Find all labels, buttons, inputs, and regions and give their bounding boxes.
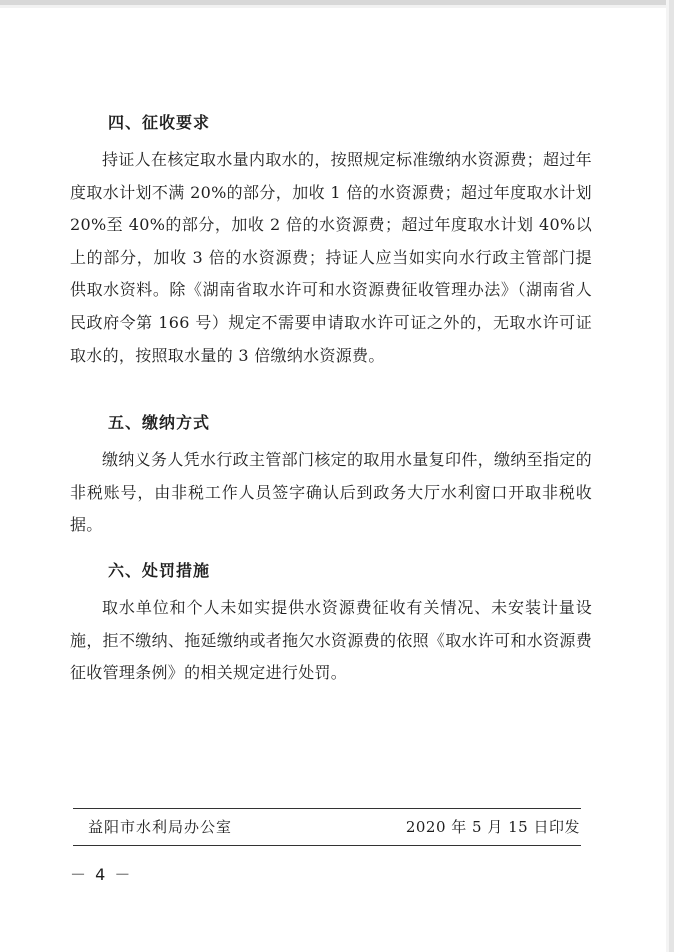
page-number: － 4 － — [70, 865, 133, 884]
footer-top-rule — [73, 808, 581, 809]
section-text-payment-method: 缴纳义务人凭水行政主管部门核定的取用水量复印件，缴纳至指定的非税账号，由非税工作人员签字确认后到政务大厅水利窗口开取非税收据。 — [70, 450, 592, 535]
issuing-office: 益阳市水利局办公室 — [88, 818, 233, 836]
issue-date: 2020 年 5 月 15 日印发 — [405, 818, 580, 836]
section-text-collection-requirements: 持证人在核定取水量内取水的，按照规定标准缴纳水资源费；超过年度取水计划不满 20%的部分，加收 1 倍的水资源费；超过年度取水计划 20%至 40%的部分，加收 2 倍的水资源费；超过年度取水计划 40%以上的部分，加收 3 倍的水资源费；持证人应当如实向水行政主管部门提供取水资料。除《湖南省取水许可和水资源费征收管理办法》（湖南省人民政府令第 166 号）规定不需要申请取水许可证之外的，无取水许可证取水的，按照取水量的 3 倍缴纳水资源费。 — [70, 150, 592, 365]
scan-edge-right — [669, 0, 674, 952]
section-text-penalties: 取水单位和个人未如实提供水资源费征收有关情况、未安装计量设施，拒不缴纳、拖延缴纳或者拖欠水资源费的依照《取水许可和水资源费征收管理条例》的相关规定进行处罚。 — [70, 598, 592, 683]
section-heading-collection-requirements: 四、征收要求 — [108, 113, 211, 132]
scan-edge-right-inner — [666, 0, 669, 952]
scan-edge-top-inner — [0, 5, 674, 8]
section-heading-penalties: 六、处罚措施 — [108, 561, 211, 580]
section-heading-payment-method: 五、缴纳方式 — [108, 413, 211, 432]
footer-bottom-rule — [73, 845, 581, 846]
